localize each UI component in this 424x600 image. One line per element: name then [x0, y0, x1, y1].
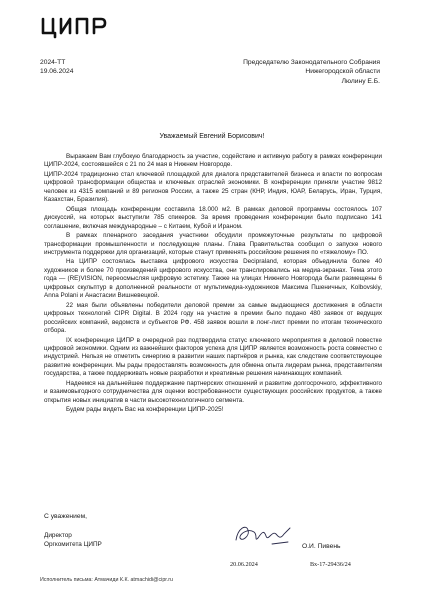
signatory-position: Директор — [44, 532, 72, 539]
paragraph: 22 мая были объявлены победители деловой премии за самые выдающиеся достижения в области цифровых технологий CIPR Digital. В 2024 году на участие в премии было подано 480 заявок от ведущих российских компаний, ведомств и субъектов РФ. 458 заявок вошли в лонг-лист премии по итогам технического отбора. — [44, 301, 382, 335]
document-meta — [40, 58, 73, 76]
cipr-logo — [40, 15, 114, 39]
paragraph: Надеемся на дальнейшее поддержание партнерских отношений и развитие долгосрочного, эффективного и взаимовыгодного сотрудничества для оценки востребованности существующих российских продуктов, а также открытия новых инициатив в части высокотехнологичного сегмента. — [44, 379, 382, 404]
signatory-organization: Оргкомитета ЦИПР — [44, 541, 102, 548]
signatory-title — [44, 531, 102, 549]
handwritten-signature — [232, 520, 294, 550]
paragraph: Общая площадь конференции составила 18.000 м2. В рамках деловой программы состоялось 107 дискуссий, на которых выступили 785 спикеров. За время проведения конференции было подписано 141 соглашение, включая международные – с Китаем, Кубой и Ираном. — [44, 205, 382, 230]
closing-phrase: С уважением, — [44, 513, 88, 520]
signatory-name: О.И. Пивень — [302, 543, 341, 550]
addressee-block — [243, 58, 380, 86]
footer-executor: Исполнитель письма: Атмачиди К.К. atmachidi@cipr.ru — [40, 577, 173, 583]
registration-date: 20.06.2024 — [230, 561, 258, 568]
paragraph: Будем рады видеть Вас на конференции ЦИПР-2025! — [66, 406, 224, 414]
addressee-name: Люлину Е.Б. — [341, 77, 380, 85]
greeting: Уважаемый Евгений Борисович! — [159, 133, 265, 140]
addressee-line: Нижегородской области — [305, 68, 380, 76]
registration-number: Вх-17-29436/24 — [310, 561, 351, 568]
paragraph: Выражаем Вам глубокую благодарность за участие, содействие и активную работу в рамках конференции ЦИПР-2024, состоявшейся с 21 по 24 мая в Нижнем Новгороде. — [44, 153, 382, 169]
letter-body — [44, 153, 382, 416]
cipr-logo-mark — [40, 15, 114, 39]
paragraph: На ЦИПР состоялась выставка цифрового искусства Decipraland, которая объединила более 40 художников и более 70 произведений цифрового искусства, они транслировались на медиа-экранах. Тема этого года — (RE)VISION, переосмысляя цифровую эстетику. Также на улицах Нижнего Новгорода были размещены 6 цифровых скульптур в дополненной реальности от мультимедиа-художников Максима Пшеничных, Kolbovskiy, Anna Polani и Анастасии Вишневецкой. — [44, 258, 382, 300]
document-date: 19.06.2024 — [40, 68, 74, 75]
paragraph: ЦИПР-2024 традиционно стал ключевой площадкой для диалога представителей бизнеса и власти по вопросам цифровой трансформации общества и ключевых отраслей экономики. В конференции приняли участие 9812 человек из 4315 компаний и 89 регионов России, а также 25 стран (КНР, Индия, ЮАР, Беларусь, Иран, Турция, Казахстан, Бразилия). — [44, 170, 382, 204]
paragraph: В рамках пленарного заседания участники обсудили промежуточные результаты по цифровой трансформации промышленности и последующие планы. Глава Правительства сообщил о запуске нового инструмента поддержки для организаций, которые станут применять российские решения по «тяжелому» ПО. — [44, 232, 382, 256]
document-number: 2024-TT — [40, 59, 66, 66]
addressee-line: Председателю Законодательного Собрания — [243, 59, 380, 66]
signature-mark — [232, 520, 294, 550]
paragraph: IX конференция ЦИПР в очередной раз подтвердила статус ключевого мероприятия в деловой повестке цифровой экономики. Одним из важнейших факторов успеха для ЦИПР является возможность роста совместно с индустрией. Нельзя не отметить синергию в развитии наших партнёров и рынка, как следствие соответствующее развитие конференции. Мы рады предоставлять возможность для обмена опыта лидерам рынка, представителям государства, а также поддерживать новые разработки и креативные решения начинающих компаний. — [44, 336, 382, 378]
